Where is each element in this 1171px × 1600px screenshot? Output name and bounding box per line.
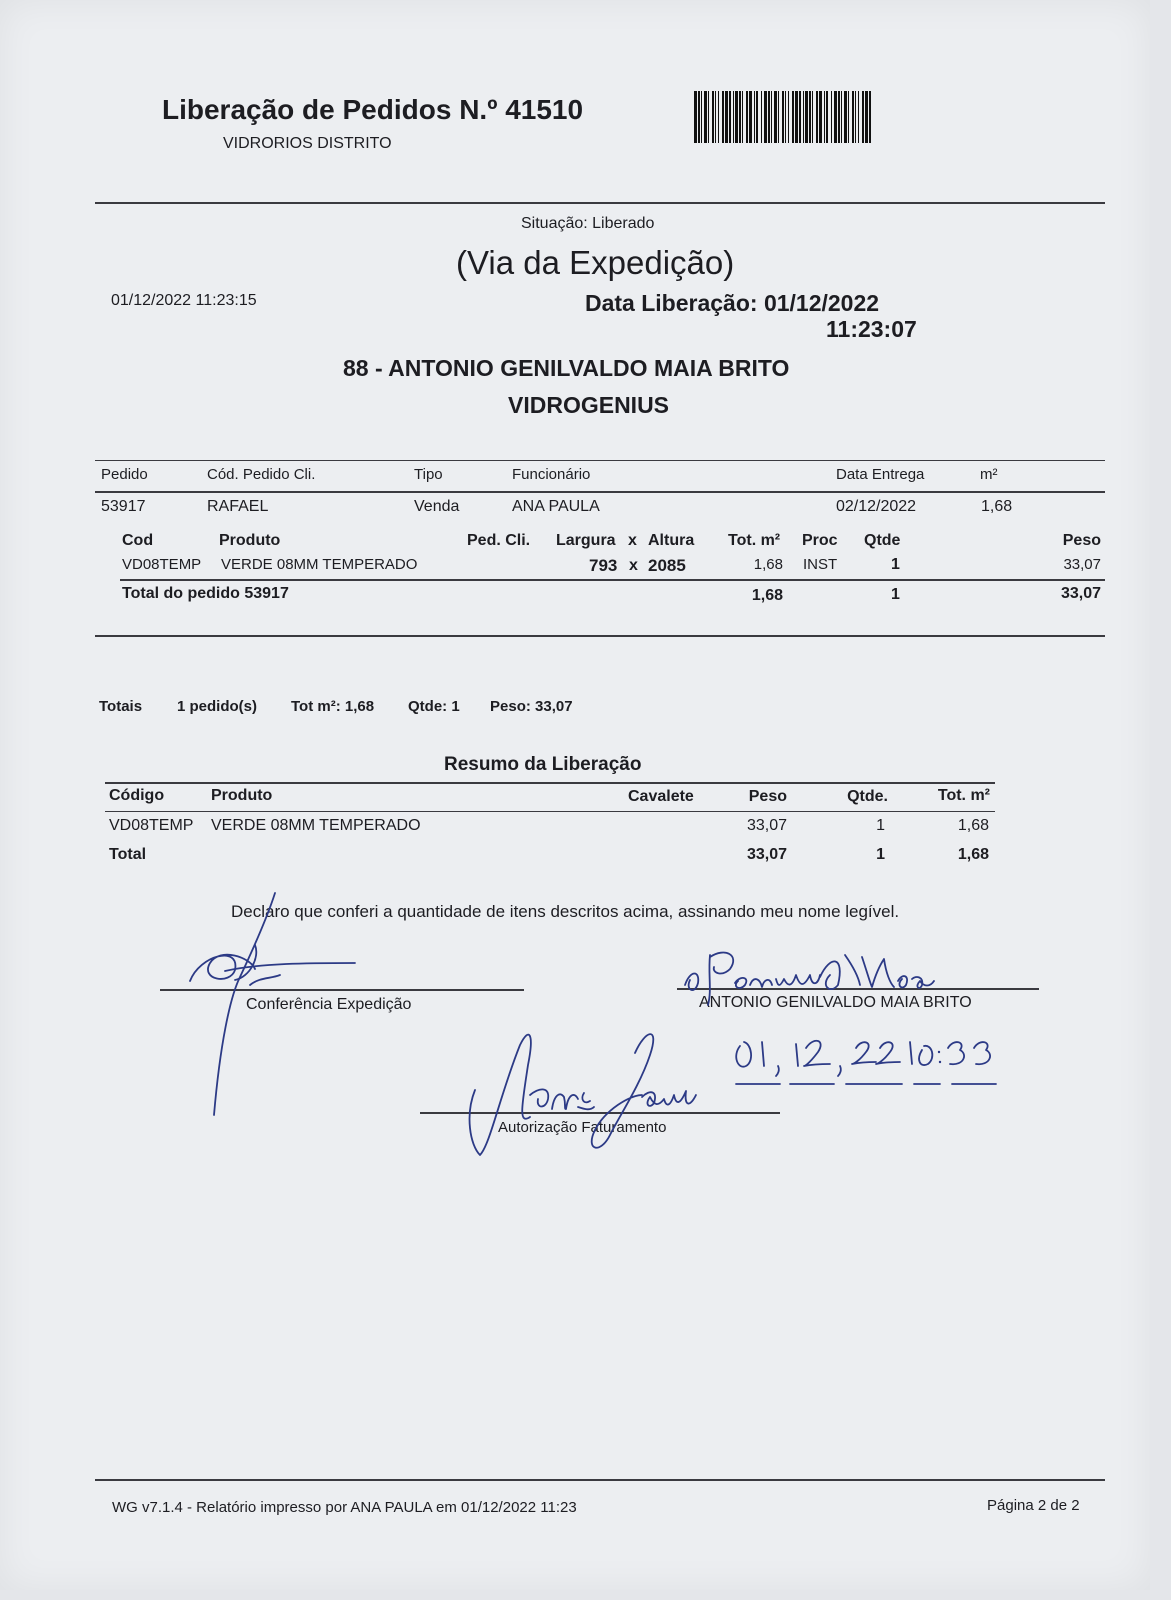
footer-divider [95, 1479, 1105, 1481]
item-peso: 33,07 [1063, 556, 1101, 573]
barcode-bar [778, 91, 779, 143]
header-pedido: Pedido [101, 466, 148, 483]
summary-header-cavalete: Cavalete [628, 788, 694, 805]
order-total-peso: 33,07 [1060, 585, 1101, 602]
order-total-label: Total do pedido 53917 [122, 585, 289, 602]
client-company: VIDROGENIUS [508, 392, 670, 418]
barcode-bar [754, 91, 755, 143]
barcode-bar [792, 91, 794, 143]
barcode-bar [756, 91, 758, 143]
header-x: x [628, 532, 637, 549]
header-altura: Altura [648, 532, 695, 549]
header-cod-pedido-cli: Cód. Pedido Cli. [207, 466, 316, 483]
barcode-bar [824, 91, 825, 143]
company-name: VIDRORIOS DISTRITO [223, 135, 392, 152]
item-x: x [629, 557, 638, 574]
order-total-qtde: 1 [891, 586, 900, 603]
barcode-bar [809, 91, 811, 143]
summary-header-line [105, 811, 995, 812]
barcode-bar [742, 91, 743, 143]
table-top-line [95, 460, 1105, 461]
barcode-bar [819, 91, 822, 143]
item-tot-m2: 1,68 [753, 556, 783, 573]
document-title: Liberação de Pedidos N.º 41510 [162, 94, 584, 125]
summary-title: Resumo da Liberação [444, 754, 642, 775]
header-largura: Largura [556, 532, 616, 549]
cell-funcionario: ANA PAULA [512, 498, 600, 515]
barcode-bar [749, 91, 752, 143]
summary-header-peso: Peso [748, 788, 787, 805]
summary-qtde: 1 [876, 817, 885, 834]
header-tot-m2: Tot. m² [728, 532, 781, 549]
barcode-bar [735, 91, 738, 143]
totals-pedidos: 1 pedido(s) [177, 698, 258, 715]
handwritten-date [734, 1040, 841, 1058]
item-altura: 2085 [648, 556, 686, 575]
barcode-bar [855, 91, 856, 143]
barcode-bar [761, 91, 762, 143]
barcode-bar [718, 91, 719, 143]
subtotal-line [120, 579, 1105, 581]
header-tipo: Tipo [414, 466, 443, 483]
footer-left-text: WG v7.1.4 - Relatório impresso por ANA PAULA em 01/12/2022 11:23 [112, 1499, 577, 1516]
release-time: 11:23:07 [826, 316, 917, 342]
barcode-bar [841, 91, 842, 143]
totals-tot-m2: Tot m²: 1,68 [291, 698, 375, 715]
barcode-bar [698, 91, 700, 143]
barcode-bar [812, 91, 813, 143]
barcode-bar [725, 91, 728, 143]
header-divider [95, 202, 1105, 204]
barcode-bar [708, 91, 709, 143]
summary-peso: 33,07 [746, 817, 787, 834]
cell-cod-pedido-cli: RAFAEL [207, 498, 269, 515]
barcode-bar [704, 91, 707, 143]
header-ped-cli: Ped. Cli. [467, 532, 531, 549]
barcode-bar [831, 91, 832, 143]
signature-label-client: ANTONIO GENILVALDO MAIA BRITO [699, 994, 972, 1011]
summary-header-codigo: Código [109, 787, 165, 804]
footer-page-number: Página 2 de 2 [987, 1497, 1080, 1514]
barcode-bar [865, 91, 868, 143]
barcode [694, 91, 872, 143]
cell-m2: 1,68 [981, 498, 1013, 515]
summary-total-peso: 33,07 [746, 846, 787, 863]
handwritten-signature-conferencia [180, 885, 380, 1135]
barcode-bar [838, 91, 840, 143]
declaration-text: Declaro que conferi a quantidade de itens descritos acima, assinando meu nome legível. [231, 902, 900, 921]
summary-top-line [105, 782, 995, 784]
barcode-bar [834, 91, 837, 143]
summary-total-label: Total [109, 846, 147, 863]
signature-label-autorizacao: Autorização Faturamento [498, 1119, 667, 1136]
status-text: Situação: Liberado [521, 215, 655, 232]
order-table-bottom-line [95, 635, 1105, 637]
barcode-bar [712, 91, 714, 143]
client-name: 88 - ANTONIO GENILVALDO MAIA BRITO [343, 355, 790, 381]
barcode-bar [739, 91, 741, 143]
item-largura: 793 [589, 556, 618, 575]
release-date: Data Liberação: 01/12/2022 [585, 290, 880, 316]
print-timestamp: 01/12/2022 11:23:15 [111, 292, 257, 309]
summary-produto: VERDE 08MM TEMPERADO [211, 817, 421, 834]
signature-label-conferencia: Conferência Expedição [246, 996, 412, 1013]
barcode-bar [746, 91, 748, 143]
summary-codigo: VD08TEMP [109, 817, 194, 834]
summary-tot-m2: 1,68 [957, 817, 989, 834]
header-data-entrega: Data Entrega [836, 466, 925, 483]
barcode-bar [799, 91, 801, 143]
summary-header-qtde: Qtde. [847, 788, 888, 805]
barcode-bar [803, 91, 804, 143]
header-m2: m² [980, 466, 998, 483]
barcode-bar [774, 91, 777, 143]
header-proc: Proc [802, 532, 838, 549]
barcode-bar [768, 91, 770, 143]
summary-total-qtde: 1 [876, 846, 885, 863]
barcode-bar [858, 91, 859, 143]
totals-label: Totais [99, 698, 143, 715]
item-proc: INST [803, 556, 838, 573]
barcode-bar [764, 91, 767, 143]
copy-label: (Via da Expedição) [456, 244, 735, 281]
barcode-bar [869, 91, 871, 143]
handwritten-signature-autorizacao [460, 1025, 720, 1160]
barcode-bar [826, 91, 828, 143]
barcode-bar [844, 91, 847, 143]
item-qtde: 1 [891, 556, 900, 573]
cell-pedido: 53917 [101, 498, 146, 515]
barcode-bar [862, 91, 864, 143]
order-total-m2: 1,68 [751, 587, 783, 604]
handwritten-date-svg [734, 1030, 1019, 1090]
barcode-bar [715, 91, 716, 143]
barcode-bar [816, 91, 818, 143]
header-peso: Peso [1062, 532, 1101, 549]
barcode-bar [733, 91, 734, 143]
summary-total-m2: 1,68 [957, 846, 989, 863]
table-header-line [95, 491, 1105, 493]
totals-peso: Peso: 33,07 [490, 698, 573, 715]
header-produto: Produto [219, 532, 281, 549]
summary-header-tot-m2: Tot. m² [937, 787, 990, 804]
barcode-bar [795, 91, 798, 143]
header-qtde: Qtde [864, 532, 901, 549]
item-cod: VD08TEMP [122, 556, 202, 573]
totals-qtde: Qtde: 1 [408, 698, 460, 715]
barcode-bar [785, 91, 786, 143]
header-funcionario: Funcionário [512, 466, 591, 483]
barcode-bar [722, 91, 724, 143]
barcode-bar [701, 91, 702, 143]
summary-header-produto: Produto [211, 787, 273, 804]
handwritten-signature-client [680, 945, 940, 1015]
barcode-bar [852, 91, 854, 143]
barcode-bar [805, 91, 808, 143]
barcode-bar [782, 91, 784, 143]
barcode-bar [729, 91, 731, 143]
barcode-bar [788, 91, 789, 143]
barcode-bar [694, 91, 697, 143]
barcode-bar [848, 91, 849, 143]
barcode-bar [771, 91, 772, 143]
item-produto: VERDE 08MM TEMPERADO [221, 556, 418, 573]
cell-data-entrega: 02/12/2022 [836, 498, 917, 515]
cell-tipo: Venda [414, 498, 460, 515]
header-cod: Cod [122, 532, 154, 549]
